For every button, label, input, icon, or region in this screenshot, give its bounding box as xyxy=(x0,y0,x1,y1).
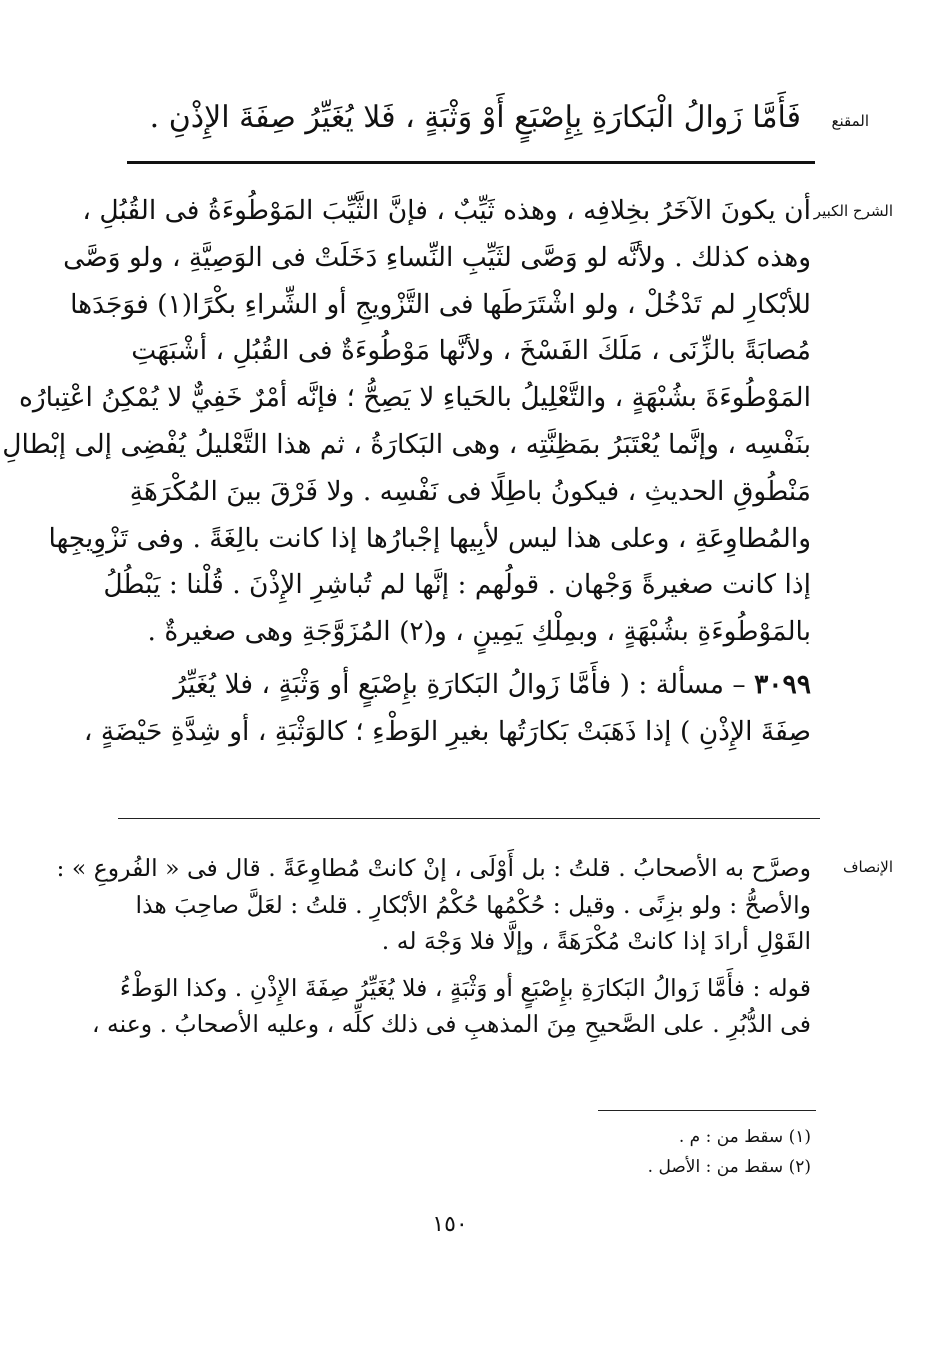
footnote-item: (١) سقط من : م . xyxy=(678,1127,811,1147)
masala-text: – مسألة : ( فأَمَّا زَوالُ البَكارَةِ بإِصْبَعٍ أو وَثْبَةٍ ، فلا يُغَيِّرُ xyxy=(173,668,755,700)
sharh-line: أن يكونَ الآخَرُ بخِلافِه ، وهذه ثَيِّبٌ ، فإنَّ الثَّيِّبَ المَوْطُوءَةُ فى القُبُلِ ، xyxy=(82,195,811,226)
section-label-sharh: الشرح الكبير xyxy=(813,202,893,220)
muqni-text xyxy=(81,98,801,138)
muqni-divider xyxy=(127,161,815,164)
sharh-line: مَنْطُوقِ الحديثِ ، فيكونُ باطِلًا فى نَفْسِه . ولا فَرْقَ بينَ المُكْرَهَةِ xyxy=(129,475,811,507)
insaf-line: فى الدُّبُرِ . على الصَّحيحِ مِنَ المذهبِ فى ذلك كلِّه ، وعليه الأصحابُ . وعنه ، xyxy=(91,1010,811,1038)
page-number: ١٥٠ xyxy=(432,1212,468,1237)
sharh-line: إذا كانت صغيرةً وَجْهان . قولُهم : إنَّها لم تُباشِرِ الإِذْنَ . قُلْنا : يَبْطُلُ xyxy=(103,569,811,601)
insaf-line: والأصحُّ : ولو بزِنًى . وقيل : حُكْمُها حُكْمُ الأبْكارِ . قلتُ : لعَلَّ صاحِبَ هذا xyxy=(135,890,811,919)
sharh-line: وهذه كذلك . ولأنَّه لو وَصَّى لثَيِّبِ النِّساءِ دَخَلَتْ فى الوَصِيَّةِ ، ولو وَصَّى xyxy=(63,241,811,273)
sharh-line: بنَفْسِه ، وإنَّما يُعْتَبَرُ بمَظِنَّتِه ، وهى البَكارَةُ ، ثم هذا التَّعْليلُ يُفْضِى إلى إبْطالِ xyxy=(2,428,811,460)
sharh-text xyxy=(2,188,811,756)
insaf-line: قوله : فأَمَّا زَوالُ البَكارَةِ بإِصْبَعٍ أو وَثْبَةٍ ، فلا يُغَيِّرُ صِفَةَ الإِذْنِ . وكذا الوَطْءُ xyxy=(119,973,811,1002)
muqni-line: فَأَمَّا زَوالُ الْبَكارَةِ بِإِصْبَعٍ أَوْ وَثْبَةٍ ، فَلا يُغَيِّرُ صِفَةَ الإِذْنِ . xyxy=(149,100,801,135)
sharh-line: مُصابَةً بالزِّنَى ، مَلَكَ الفَسْخَ ، ولأنَّها مَوْطُوءَةٌ فى القُبُلِ ، أشْبَهَتِ xyxy=(131,335,811,367)
insaf-line: وصرَّح به الأصحابُ . قلتُ : بل أَوْلَى ، إنْ كانتْ مُطاوِعَةً . قال فى « الفُروعِ » : xyxy=(56,854,811,882)
sharh-line: المَوْطُوءَةَ بشُبْهَةٍ ، والتَّعْلِيلُ بالحَياءِ لا يَصِحُّ ؛ فإنَّه أمْرٌ خَفِيٌّ لا يُمْكِنُ اعْتِبارُه xyxy=(19,382,811,414)
footnotes xyxy=(411,1122,811,1182)
insaf-text xyxy=(56,850,811,1043)
sharh-line: بالمَوْطُوءَةِ بشُبْهَةٍ ، وبمِلْكِ يَمِينٍ ، و(٢) المُزَوَّجَةِ وهى صغيرةٌ . xyxy=(147,616,811,648)
paragraph-gap xyxy=(121,960,811,970)
sharh-line: والمُطاوِعَةِ ، وعلى هذا ليس لأبِيها إجْبارُها إذا كانت بالِغَةً . وفى تَزْوِيجِها xyxy=(48,522,811,554)
section-label-muqni: المقنع xyxy=(831,112,869,130)
masala-heading-line xyxy=(121,662,811,709)
section-label-insaf: الإنصاف xyxy=(842,858,893,876)
masala-number: ٣٠٩٩ xyxy=(754,668,811,700)
insaf-line: القَوْلِ أرادَ إذا كانتْ مُكْرَهَةً ، وإلَّا فلا وَجْهَ له . xyxy=(381,927,811,955)
sharh-line: للأبْكارِ لم تَدْخُلْ ، ولو اشْتَرَطَها فى التَّزْويجِ أو الشِّراءِ بكْرًا(١) فوَجَدَها xyxy=(70,288,811,320)
masala-line: صِفَةَ الإِذْنِ ) إذا ذَهَبَتْ بَكارَتُها بغيرِ الوَطْءِ ؛ كالوَثْبَةِ ، أو شِدَّةِ حَيْضَةٍ ، xyxy=(83,715,811,747)
sharh-divider xyxy=(118,818,820,819)
footnote-item: (٢) سقط من : الأصل . xyxy=(647,1157,811,1177)
footnote-divider xyxy=(598,1110,816,1111)
